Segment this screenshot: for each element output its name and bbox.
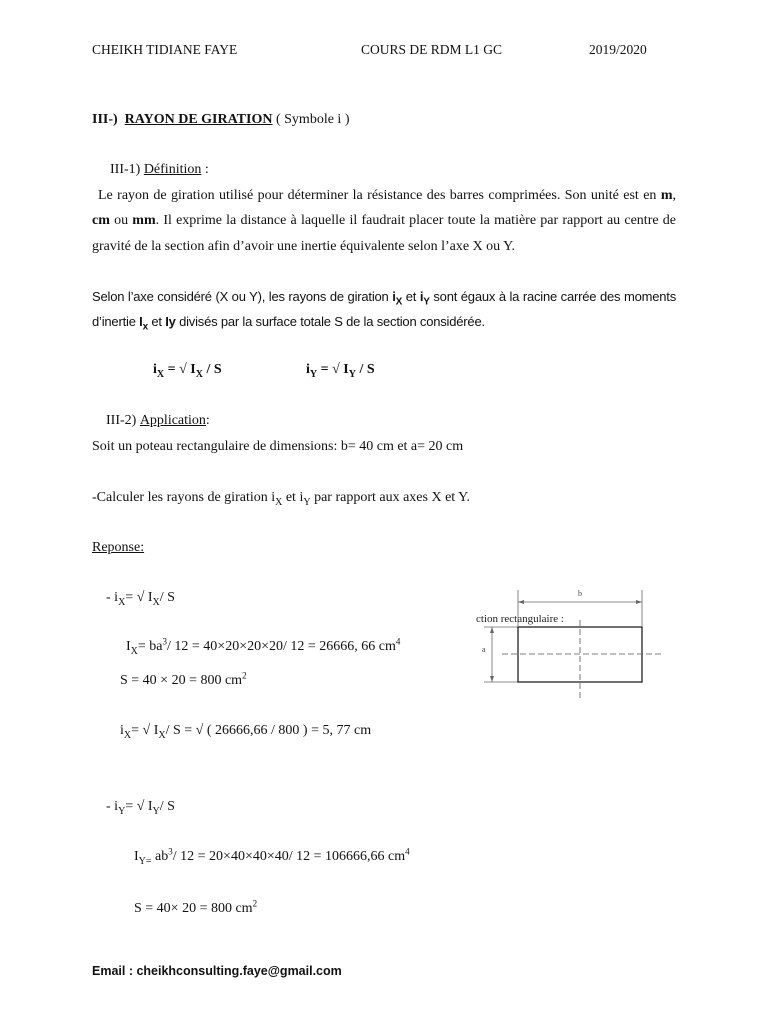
p2-et-1: et [402,289,420,304]
dim-a-arrow-top [490,627,494,633]
application-statement: Soit un poteau rectangulaire de dimensions: b= 40 cm et a= 20 cm [92,439,464,454]
p2-Ix: I [139,314,143,330]
definition-colon: : [201,162,209,177]
dim-b-label: b [578,589,582,598]
formula-ix: $i_X$ = √ $I_X$ / S [153,362,222,380]
reponse-line-2: $I_X= ba^3/$ 12 = 40×20×20×20/ 12 = 26666, 66 $cm^4$ [126,636,401,657]
reponse-line-1: - $i_X=$ √ $I_X/$ S [106,590,175,608]
p2-text-b: sont égaux à la racine carrée des moments d’inertie [92,289,677,330]
p2-iy-sub: Y [423,296,430,308]
definition-number: III-1) [110,162,141,177]
p2-Iy: Iy [165,314,176,330]
p2-ix: i [392,289,396,304]
p2-text-a: Selon l’axe considéré (X ou Y), les rayons de giration [92,289,393,304]
header-course: COURS DE RDM L1 GC [361,42,503,57]
p2-iy: i [419,289,424,304]
application-number: III-2) [106,413,137,428]
application-colon: : [205,413,210,428]
header-year: 2019/2020 [589,42,647,57]
definition-paragraph-2 [92,284,676,335]
rectangular-section-figure [474,586,674,706]
section-number: III-) [92,112,118,127]
section-rectangle [518,627,642,682]
section-symbol-note: ( Symbole i ) [275,112,350,127]
unit-m: m [660,188,673,203]
definition-heading-line [110,162,209,178]
section-title-line [92,112,349,128]
dim-a-label: a [482,645,486,654]
dim-a-arrow-bottom [490,676,494,682]
reponse-line-6: $I_{Y=}$ $ab^3/$ 12 = 20×40×40×40/ 12 = 106666,66 $cm^4$ [134,846,410,867]
footer-email: Email : cheikhconsulting.faye@gmail.com [92,964,342,978]
application-heading: Application [139,413,206,428]
dim-b-arrow-left [518,600,524,604]
application-heading-line [106,413,210,429]
p2-ix-sub: X [395,296,403,308]
p2-et-2: et [147,314,166,330]
figure-caption: ction rectangulaire : [476,613,564,625]
p2-Ix-sub: x [142,321,148,333]
p1-ou: ou [109,213,133,229]
definition-heading: Définition [143,162,202,177]
reponse-line-3: S = 40 × 20 = 800 $cm^2$ [120,670,247,688]
reponse-line-5: - $i_Y=$ √ $I_Y/$ S [106,799,175,817]
p1-text-a: Le rayon de giration utilisé pour déterminer la résistance des barres comprimées. Son unité est en [98,188,661,203]
definition-paragraph-1 [92,183,676,259]
formula-iy: $i_Y$ = √ $I_Y$ / S [306,362,375,380]
reponse-heading: Reponse: [92,540,145,555]
application-question: -Calculer les rayons de giration $i_X$ et $i_Y$ par rapport aux axes X et Y. [92,490,470,508]
reponse-line-7: S = 40× 20 = 800 $cm^2$ [134,898,258,916]
reponse-line-4: $i_X=$ √ $I_X/$ S = √ ( 26666,66 / 800 ) = 5, 77 cm [120,723,372,741]
header-author: CHEIKH TIDIANE FAYE [92,42,238,57]
p1-text-b: . Il exprime la distance à laquelle il faudrait placer toute la matière par rapport au centre de gravité de la section afin d’avoir une inertie équivalente selon l’axe X ou Y. [92,213,676,254]
dim-b-arrow-right [636,600,642,604]
p2-text-c: divisés par la surface totale S de la section considérée. [175,314,485,330]
p1-comma: , [672,188,676,203]
section-title: RAYON DE GIRATION [124,112,273,127]
unit-cm: cm [92,213,110,229]
unit-mm: mm [132,213,156,229]
